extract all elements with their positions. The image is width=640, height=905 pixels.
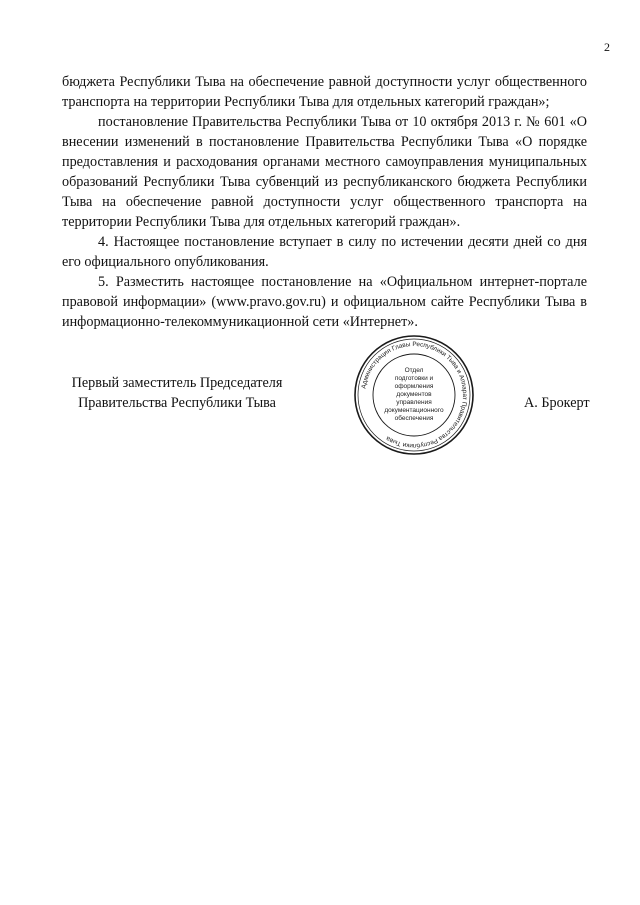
paragraph-3: 4. Настоящее постановление вступает в силу по истечении десяти дней со дня его официального опубликования. — [62, 234, 587, 270]
seal-line: подготовки и — [394, 375, 434, 382]
paragraph-1: бюджета Республики Тыва на обеспечение равной доступности услуг общественного транспорта на территории Республики Тыва для отдельных категорий граждан»; — [62, 74, 587, 110]
seal-line: оформления документов — [394, 383, 434, 398]
official-seal — [352, 333, 476, 457]
signer-position — [62, 373, 292, 413]
signer-position-line1: Первый заместитель Председателя — [71, 375, 283, 391]
seal-inner-text — [383, 367, 445, 423]
seal-line: Отдел — [404, 367, 424, 374]
seal-line: управления — [396, 399, 432, 406]
signer-name: А. Брокерт — [524, 395, 590, 411]
signer-position-line2: Правительства Республики Тыва — [78, 395, 276, 411]
seal-line: документационного — [384, 407, 444, 414]
seal-ring-text: Администрация Главы Республики Тыва и Аппарат Правительства Республики Тыва — [360, 340, 469, 450]
paragraph-4: 5. Разместить настоящее постановление на «Официальном интернет-портале правовой информации» (www.pravo.gov.ru) и официальном сайте Республики Тыва в информационно-телекоммуникационной сети «Интернет». — [62, 274, 587, 330]
paragraph-2: постановление Правительства Республики Тыва от 10 октября 2013 г. № 601 «О внесении изменений в постановление Правительства Республики Тыва «О порядке предоставления и расходования органами местного самоуправления муниципальных образований Республики Тыва субвенций из республиканского бюджета Республики Тыва на обеспечение равной доступности услуг общественного транспорта на территории Республики Тыва для отдельных категорий граждан». — [62, 114, 587, 230]
seal-line: обеспечения — [394, 415, 434, 422]
document-body — [62, 72, 587, 332]
page-number: 2 — [604, 40, 610, 54]
